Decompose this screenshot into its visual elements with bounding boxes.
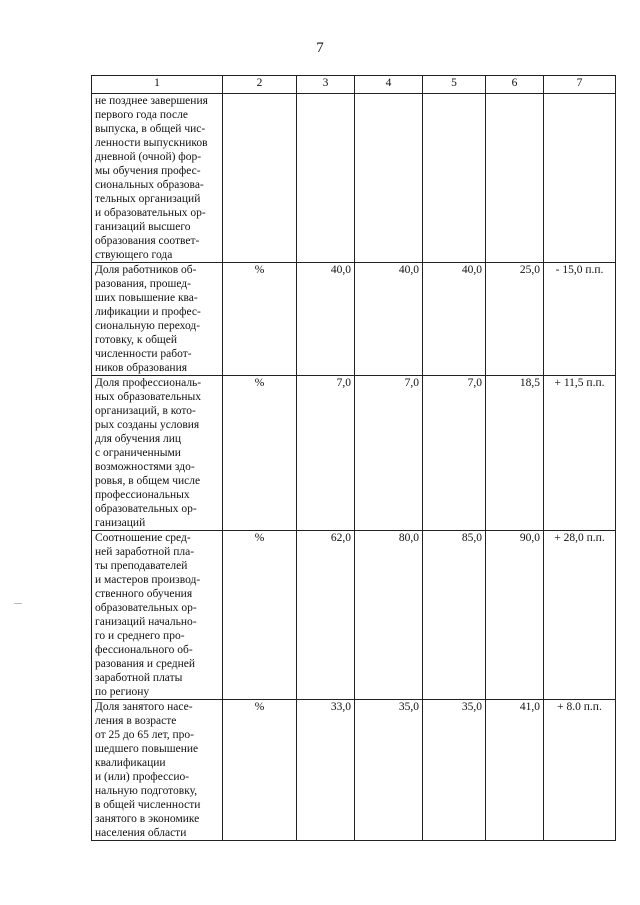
indicator-name-line: возможностями здо- — [95, 461, 195, 473]
value-col-3-cell — [297, 94, 355, 263]
table-row — [92, 531, 616, 700]
indicator-name-line: от 25 до 65 лет, про- — [95, 729, 194, 741]
indicator-name-line: и (или) профессио- — [95, 771, 190, 783]
indicator-name-line: и мастеров производ- — [95, 574, 201, 586]
indicator-name-line: фессионального об- — [95, 644, 193, 656]
indicator-name-line: и образовательных ор- — [95, 207, 206, 219]
header-col-7: 7 — [544, 76, 616, 94]
indicator-name-line: ственного обучения — [95, 588, 193, 600]
change-cell: + 28,0 п.п. — [544, 531, 616, 700]
indicator-name-line: Доля работников об- — [95, 264, 197, 276]
value-col-6-cell: 90,0 — [486, 531, 544, 700]
indicator-name-line: дневной (очной) фор- — [95, 151, 202, 163]
unit-cell: % — [223, 531, 297, 700]
table-body — [92, 94, 616, 841]
value-col-5-cell: 40,0 — [423, 263, 486, 376]
indicator-name-line: образовательных ор- — [95, 503, 197, 515]
table-row — [92, 94, 616, 263]
indicator-name-line: ней заработной пла- — [95, 546, 195, 558]
indicator-name-line: с ограниченными — [95, 447, 181, 459]
header-col-2: 2 — [223, 76, 297, 94]
table-row — [92, 376, 616, 531]
indicator-name-line: ных образовательных — [95, 391, 202, 403]
indicator-name-line: разования и средней — [95, 658, 196, 670]
indicator-name-line: выпуска, в общей чис- — [95, 123, 206, 135]
value-col-6-cell: 41,0 — [486, 700, 544, 841]
value-col-3-cell: 7,0 — [297, 376, 355, 531]
indicator-name-line: квалификации — [95, 757, 166, 769]
indicator-name-line: не позднее завершения — [95, 95, 208, 107]
indicator-name-line: Доля занятого насе- — [95, 701, 193, 713]
value-col-4-cell: 7,0 — [355, 376, 423, 531]
indicator-name-line: в общей численности — [95, 799, 201, 811]
value-col-5-cell: 7,0 — [423, 376, 486, 531]
indicator-name-line: первого года после — [95, 109, 188, 121]
indicator-name-line: Доля профессиональ- — [95, 377, 202, 389]
indicator-name-line: ленности выпускников — [95, 137, 208, 149]
indicator-name-line: организаций, в кото- — [95, 405, 196, 417]
header-col-4: 4 — [355, 76, 423, 94]
indicator-name-line: заработной платы — [95, 672, 183, 684]
indicator-name-line: ты преподавателей — [95, 560, 188, 572]
table-row — [92, 263, 616, 376]
indicator-name-line: ших повышение ква- — [95, 292, 198, 304]
value-col-4-cell — [355, 94, 423, 263]
value-col-5-cell: 35,0 — [423, 700, 486, 841]
indicator-name-cell — [92, 263, 223, 376]
value-col-3-cell: 33,0 — [297, 700, 355, 841]
table-row — [92, 700, 616, 841]
indicator-name-line: ников образования — [95, 362, 188, 374]
value-col-6-cell: 25,0 — [486, 263, 544, 376]
indicator-name-line: нальную подготовку, — [95, 785, 198, 797]
indicator-name-line: готовку, к общей — [95, 334, 178, 346]
indicator-name-line: ганизаций высшего — [95, 221, 191, 233]
header-col-5: 5 — [423, 76, 486, 94]
indicator-name-line: ганизаций — [95, 517, 146, 529]
indicator-name-line: разования, прошед- — [95, 278, 191, 290]
indicator-name-line: мы обучения профес- — [95, 165, 201, 177]
value-col-4-cell: 40,0 — [355, 263, 423, 376]
header-col-1: 1 — [92, 76, 223, 94]
indicator-name-line: сиональных образова- — [95, 179, 204, 191]
scan-artifact-mark — [14, 603, 22, 604]
unit-cell: % — [223, 376, 297, 531]
value-col-3-cell: 62,0 — [297, 531, 355, 700]
page-number: 7 — [316, 40, 324, 56]
value-col-6-cell: 18,5 — [486, 376, 544, 531]
indicator-name-line: сиональную переход- — [95, 320, 201, 332]
value-col-4-cell: 35,0 — [355, 700, 423, 841]
value-col-5-cell — [423, 94, 486, 263]
indicator-name-line: рых созданы условия — [95, 419, 200, 431]
indicator-name-cell — [92, 94, 223, 263]
value-col-5-cell: 85,0 — [423, 531, 486, 700]
indicator-name-line: населения области — [95, 827, 187, 839]
indicator-name-line: для обучения лиц — [95, 433, 182, 445]
indicator-name-line: численности работ- — [95, 348, 192, 360]
indicator-name-line: образовательных ор- — [95, 602, 197, 614]
indicator-name-cell — [92, 531, 223, 700]
table-header-row — [92, 76, 616, 94]
unit-cell: % — [223, 700, 297, 841]
change-cell: + 11,5 п.п. — [544, 376, 616, 531]
change-cell — [544, 94, 616, 263]
indicator-name-line: по региону — [95, 686, 150, 698]
indicator-name-line: Соотношение сред- — [95, 532, 191, 544]
value-col-4-cell: 80,0 — [355, 531, 423, 700]
indicator-name-line: го и среднего про- — [95, 630, 185, 642]
value-col-3-cell: 40,0 — [297, 263, 355, 376]
indicator-name-line: образования соответ- — [95, 235, 200, 247]
indicator-name-cell — [92, 700, 223, 841]
indicator-name-line: профессиональных — [95, 489, 190, 501]
value-col-6-cell — [486, 94, 544, 263]
unit-cell: % — [223, 263, 297, 376]
change-cell: - 15,0 п.п. — [544, 263, 616, 376]
indicator-name-line: шедшего повышение — [95, 743, 199, 755]
indicator-name-line: ровья, в общем числе — [95, 475, 201, 487]
change-cell: + 8.0 п.п. — [544, 700, 616, 841]
indicator-name-line: ления в возрасте — [95, 715, 177, 727]
indicator-name-line: ганизаций начально- — [95, 616, 197, 628]
indicators-table — [91, 75, 616, 841]
unit-cell — [223, 94, 297, 263]
indicator-name-line: занятого в экономике — [95, 813, 200, 825]
header-col-3: 3 — [297, 76, 355, 94]
header-col-6: 6 — [486, 76, 544, 94]
indicator-name-cell — [92, 376, 223, 531]
indicator-name-line: ствующего года — [95, 249, 173, 261]
indicator-name-line: лификации и профес- — [95, 306, 201, 318]
indicator-name-line: тельных организаций — [95, 193, 201, 205]
